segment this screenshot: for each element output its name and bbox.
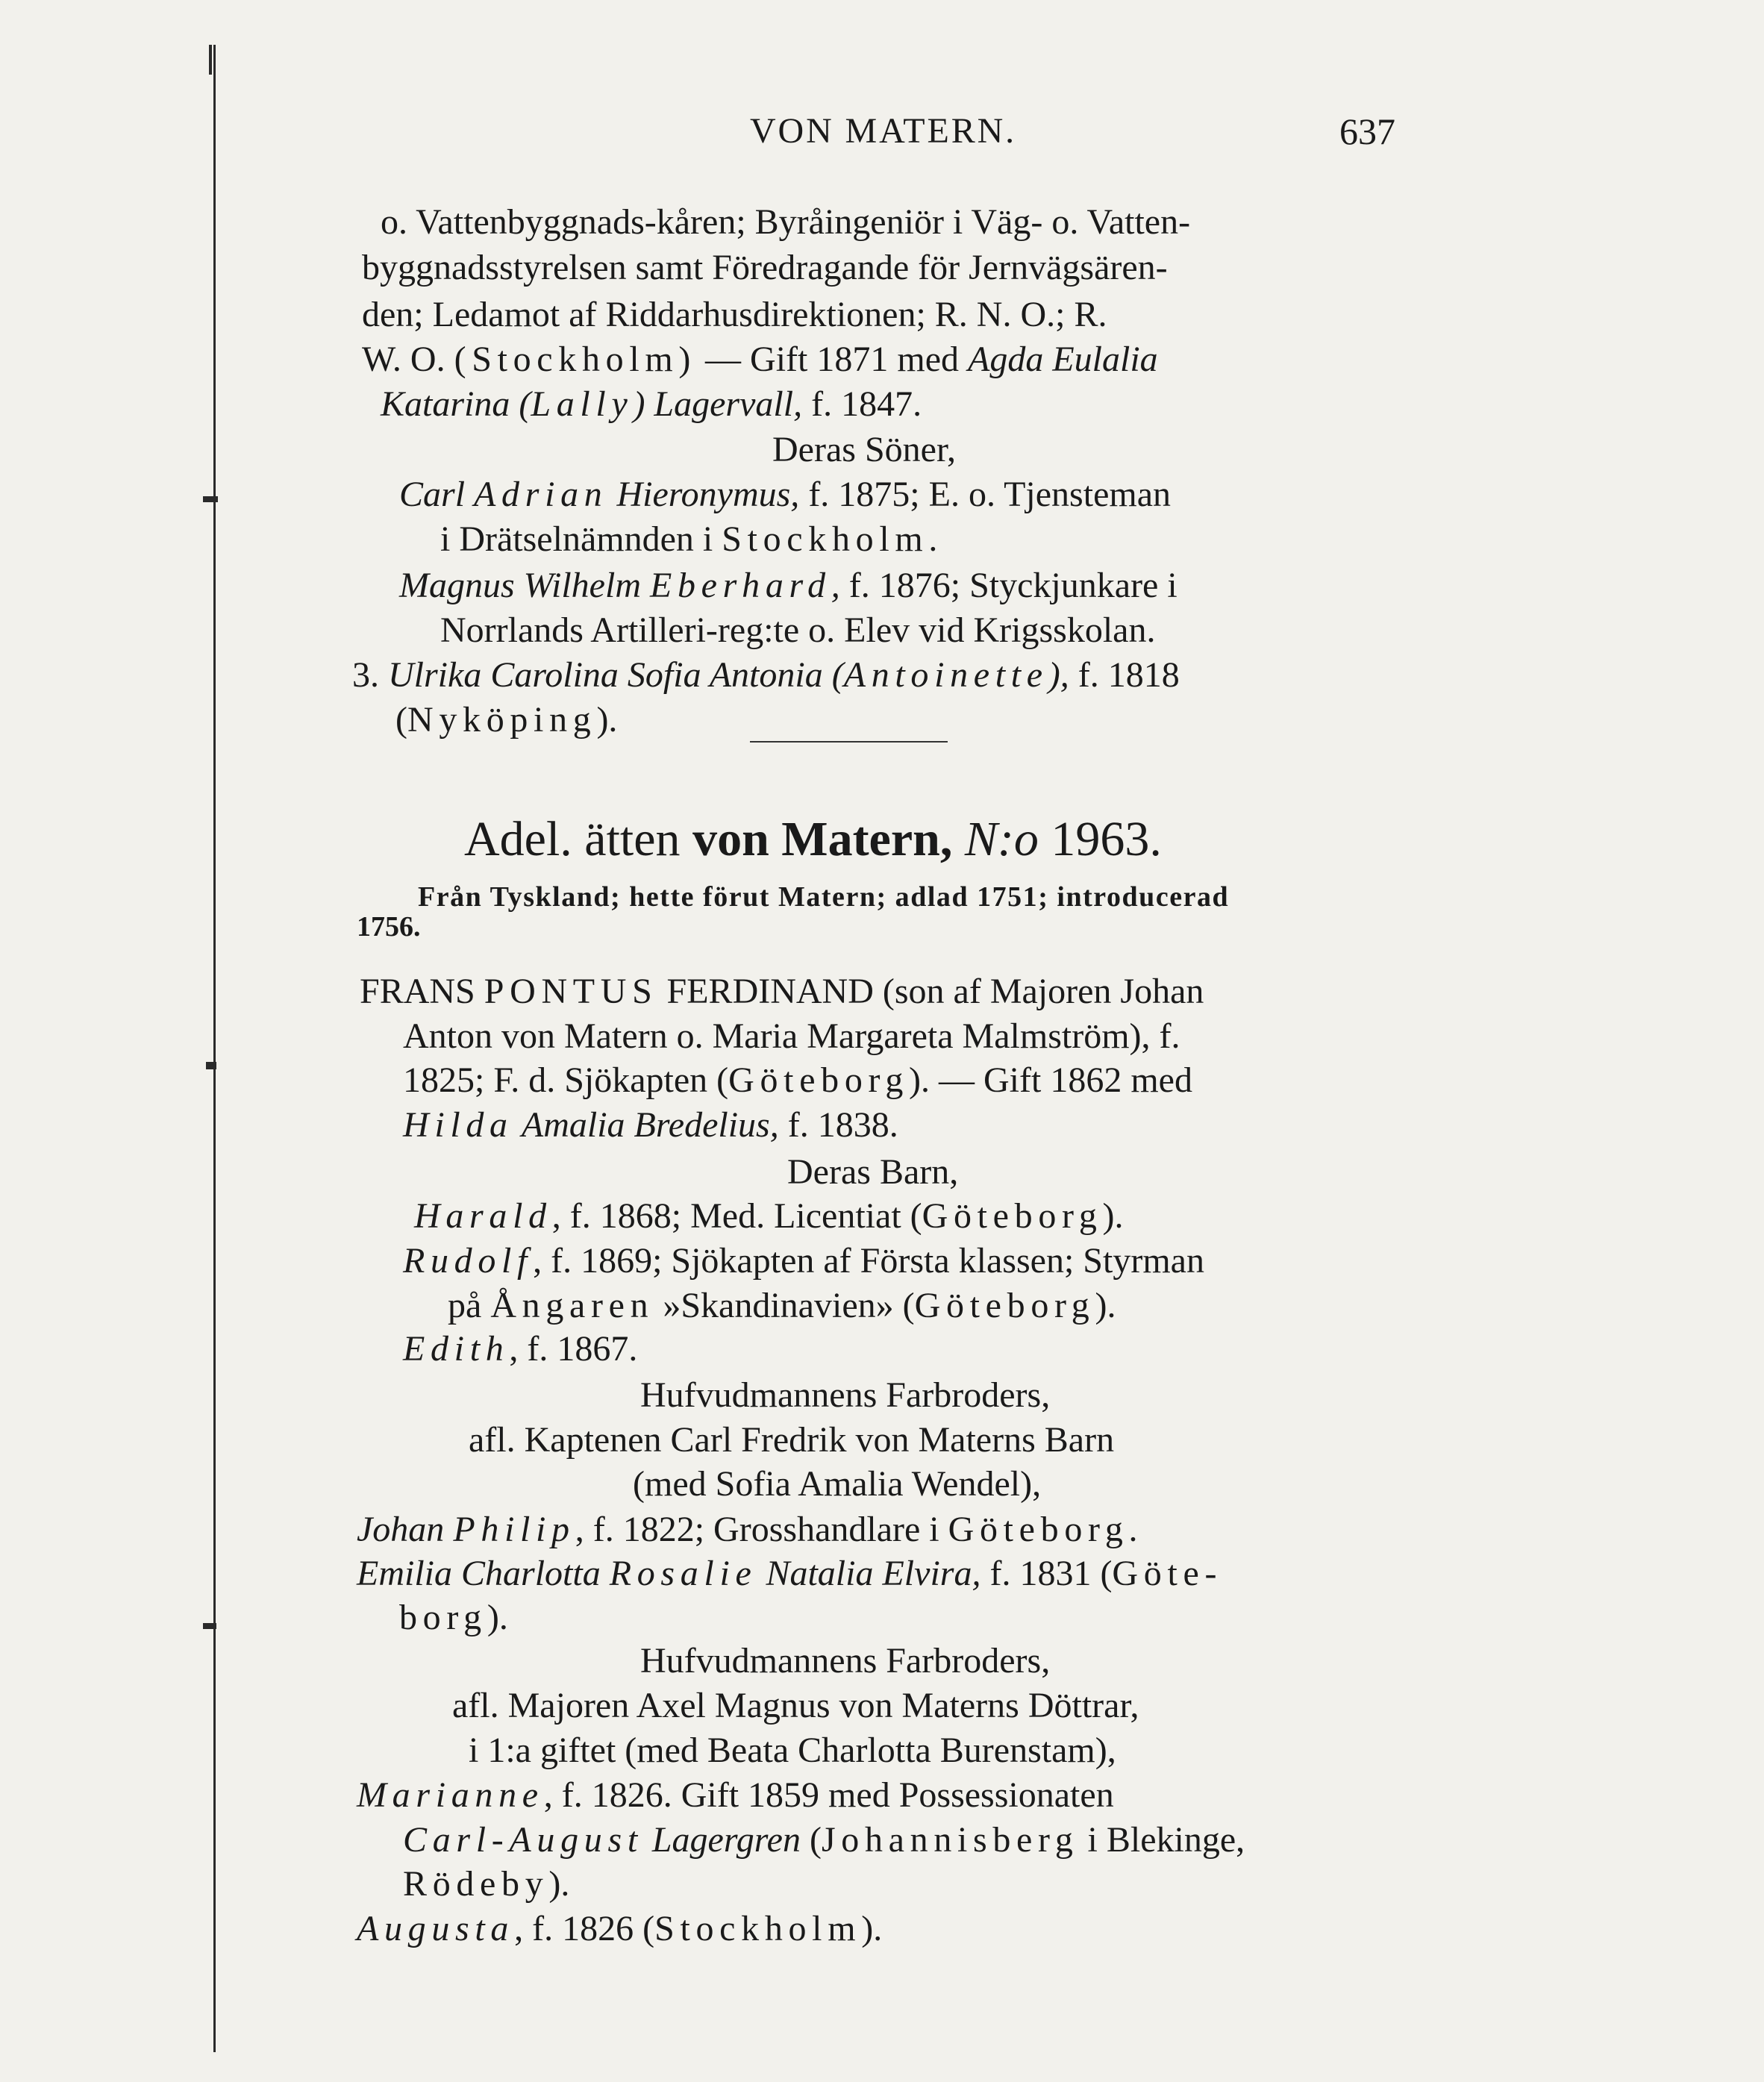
section-heading: afl. Majoren Axel Magnus von Materns Döttrar,: [452, 1686, 1139, 1725]
text-line: Emilia Charlotta Rosalie Natalia Elvira, f. 1831 (Göte-: [357, 1554, 1223, 1593]
section-heading: i 1:a giftet (med Beata Charlotta Burenstam),: [469, 1731, 1116, 1770]
running-head: VON MATERN.: [750, 111, 1017, 151]
text-line: Augusta, f. 1826 (Stockholm).: [357, 1909, 883, 1948]
text-line: 1825; F. d. Sjökapten (Göteborg). — Gift 1862 med: [403, 1060, 1192, 1100]
text-line: Marianne, f. 1826. Gift 1859 med Possessionaten: [357, 1775, 1114, 1815]
intro-text: 1756.: [357, 911, 421, 942]
text-line: den; Ledamot af Riddarhusdirektionen; R. N. O.; R.: [362, 295, 1107, 334]
binding-margin-rule: [213, 45, 216, 2052]
text-line: (Nyköping).: [395, 700, 618, 740]
text-line: borg).: [399, 1598, 508, 1637]
section-divider: [750, 741, 948, 743]
text-line: Carl Adrian Hieronymus, f. 1875; E. o. Tjensteman: [399, 475, 1172, 514]
margin-tick: [203, 496, 218, 502]
text-line: W. O. (Stockholm) — Gift 1871 med Agda Eulalia: [362, 340, 1158, 379]
margin-tick: [209, 45, 212, 75]
text-line: Edith, f. 1867.: [403, 1329, 638, 1369]
family-title: Adel. ätten von Matern, N:o 1963.: [464, 812, 1162, 866]
section-heading: Deras Söner,: [772, 430, 956, 469]
text-line: byggnadsstyrelsen samt Föredragande för Jernvägsären-: [362, 248, 1168, 287]
text-line: Anton von Matern o. Maria Margareta Malmström), f.: [403, 1016, 1180, 1056]
intro-text: Från Tyskland; hette förut Matern; adlad 1751; introducerad: [418, 881, 1230, 913]
text-line: Rudolf, f. 1869; Sjökapten af Första klassen; Styrman: [403, 1241, 1204, 1281]
text-line: Katarina (Lally) Lagervall, f. 1847.: [381, 384, 922, 424]
text-line: Rödeby).: [403, 1864, 570, 1904]
section-heading: Hufvudmannens Farbroders,: [640, 1375, 1051, 1415]
text-line: Hilda Amalia Bredelius, f. 1838.: [403, 1105, 898, 1145]
section-heading: (med Sofia Amalia Wendel),: [633, 1464, 1042, 1504]
section-heading: Hufvudmannens Farbroders,: [640, 1641, 1051, 1681]
text-line: 3. Ulrika Carolina Sofia Antonia (Antoinette), f. 1818: [352, 655, 1180, 695]
text-line: FRANS PONTUS FERDINAND (son af Majoren Johan: [360, 972, 1204, 1011]
text-line: Harald, f. 1868; Med. Licentiat (Göteborg).: [414, 1196, 1124, 1236]
section-heading: afl. Kaptenen Carl Fredrik von Materns Barn: [469, 1420, 1115, 1460]
text-line: i Drätselnämnden i Stockholm.: [440, 519, 938, 559]
margin-tick: [206, 1062, 216, 1069]
section-heading: Deras Barn,: [787, 1152, 959, 1192]
page-number: 637: [1339, 110, 1395, 152]
text-line: Johan Philip, f. 1822; Grosshandlare i Göteborg.: [357, 1510, 1138, 1549]
text-line: o. Vattenbyggnads-kåren; Byråingeniör i Väg- o. Vatten-: [381, 202, 1191, 242]
text-line: på Ångaren »Skandinavien» (Göteborg).: [448, 1286, 1116, 1325]
text-line: Magnus Wilhelm Eberhard, f. 1876; Styckjunkare i: [399, 566, 1177, 605]
margin-tick: [203, 1623, 216, 1629]
text-line: Norrlands Artilleri-reg:te o. Elev vid Krigsskolan.: [440, 610, 1156, 650]
text-line: Carl-August Lagergren (Johannisberg i Blekinge,: [403, 1820, 1245, 1860]
